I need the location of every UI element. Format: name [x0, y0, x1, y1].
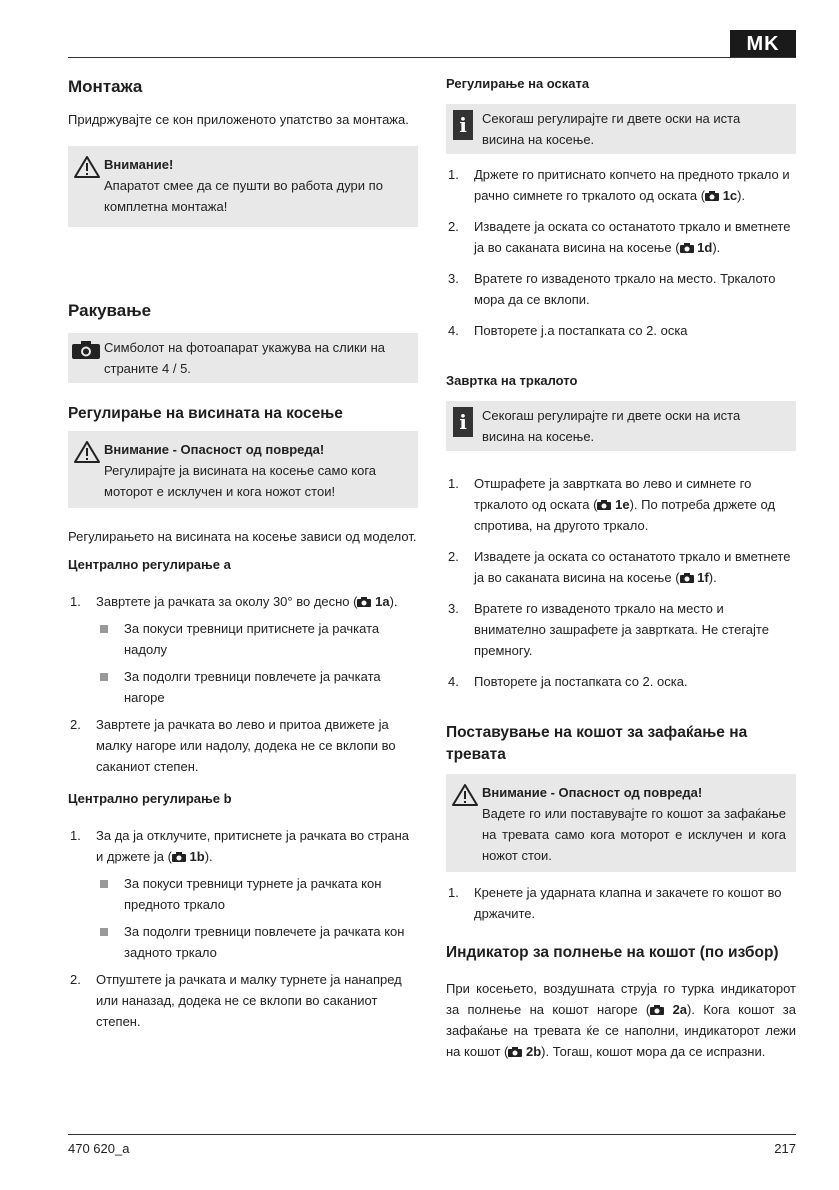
list-item: 1. Завртете ја рачката за околу 30° во десно ( 1a). За покуси тревници притиснете ја рачката надолу За подолги тревници повлечете ја рачката нагоре	[68, 591, 418, 708]
wheel-screw-steps	[446, 473, 796, 692]
camera-icon	[650, 1005, 664, 1015]
list-item: 2. Завртете ја рачката во лево и притоа движете ја малку нагоре или надолу, додека не се вклопи во саканиот степен.	[70, 717, 396, 774]
subsection-title-central-b: Централно регулирање b	[68, 791, 232, 806]
wheel-screw-info	[446, 401, 796, 451]
list-item: 1. За да ја отклучите, притиснете ја рачката во страна и држете ја ( 1b). За покуси тревници турнете ја рачката кон предното тркало За подолги тревници повлечете ја рачката кон задното тркало	[68, 825, 418, 963]
page-number: 217	[774, 1141, 796, 1156]
warning-icon	[452, 783, 478, 807]
list-item: 1. Држете го притиснато копчето на предното тркало и рачно симнете го тркалото од оската ( 1c).	[448, 167, 790, 203]
central-b-steps	[68, 825, 418, 1032]
section-title-handling: Ракување	[68, 301, 152, 320]
section-title-height: Регулирање на висината на косење	[68, 405, 343, 422]
camera-icon	[680, 243, 694, 253]
list-item: 3. Вратете го извадeното тркало на место. Тркалото мора да се вклопи.	[448, 271, 776, 307]
camera-icon	[72, 341, 100, 359]
right-column	[446, 72, 796, 1062]
section-title-montage: Монтажа	[68, 77, 143, 96]
warning-text: Регулирајте ја висината на косење само кога моторот е исклучен и кога ножот стои!	[104, 463, 377, 499]
section-title-indicator: Индикатор за полнење на кошот (по избор)	[446, 944, 779, 961]
language-badge: MK	[730, 30, 796, 58]
warning-title: Внимание - Опасност од повреда!	[104, 442, 325, 457]
warning-title: Внимание - Опасност од повреда!	[482, 785, 703, 800]
list-item: 2. Отпуштете ја рачката и малку турнете ја нанапред или наназад, додека не се вклопи во саканиот степен.	[70, 972, 402, 1029]
camera-icon	[597, 500, 611, 510]
header-rule	[68, 57, 796, 58]
height-warning	[68, 431, 418, 508]
central-a-steps	[68, 591, 418, 777]
subsection-title-central-a: Централно регулирање a	[68, 557, 231, 572]
montage-warning	[68, 146, 418, 227]
list-item: 4. Повторете ја постапката со 2. оска.	[448, 674, 688, 689]
camera-icon	[680, 573, 694, 583]
section-title-basket: Поставување на кошот за зафаќање на тревата	[446, 724, 748, 763]
basket-steps	[446, 882, 796, 924]
height-intro: Регулирањето на висината на косење зависи од моделот.	[68, 529, 417, 544]
camera-icon	[357, 597, 371, 607]
warning-icon	[74, 440, 100, 464]
camera-icon	[172, 852, 186, 862]
info-icon: i	[453, 110, 473, 140]
warning-text: Апаратот смее да се пушти во работа дури по комплетна монтажа!	[104, 178, 383, 214]
axle-steps	[446, 164, 796, 341]
camera-note-text: Симболот на фотоапарат укажува на слики на страните 4 / 5.	[104, 340, 385, 376]
list-item: 2. Извадете ја оската со останатото тркало и вметнете ја во саканата висина на косење ( 1f).	[448, 549, 791, 585]
indicator-text: При косењето, воздушната струја го турка индикаторот за полнење на кошот нагоре ( 2a). Кога кошот за зафаќање на тревата ќе се наполни, индикаторот лежи на кошот ( 2b). Тогаш, кошот мора да се испразни.	[446, 981, 796, 1059]
info-text: Секогаш регулирајте ги двете оски на иста висина на косење.	[482, 408, 741, 444]
list-item: За подолги тревници повлечете ја рачката нагоре	[96, 666, 418, 708]
camera-icon	[508, 1047, 522, 1057]
basket-warning	[446, 774, 796, 872]
list-item: За покуси тревници притиснете ја рачката надолу	[96, 618, 418, 660]
document-id: 470 620_a	[68, 1141, 130, 1156]
list-item: 2. Извадете ја оската со останатото тркало и вметнете ја во саканата висина на косење ( 1d).	[448, 219, 791, 255]
warning-icon	[74, 155, 100, 179]
section-title-wheel-screw: Завртка на тркалото	[446, 373, 578, 388]
warning-text: Вадете го или поставувајте го кошот за зафаќање на тревата само кога моторот е исклучен и кога ножот стои.	[482, 806, 786, 863]
footer-rule	[68, 1134, 796, 1135]
info-icon: i	[453, 407, 473, 437]
list-item: За покуси тревници турнете ја рачката кон предното тркало	[96, 873, 418, 915]
list-item: 1. Отшрафете ја завртката во лево и симнете го тркалото од оската ( 1e). По потреба држете од спротива, на другото тркало.	[448, 476, 776, 533]
axle-info	[446, 104, 796, 154]
info-text: Секогаш регулирајте ги двете оски на иста висина на косење.	[482, 111, 741, 147]
left-column	[68, 72, 418, 1032]
warning-title: Внимание!	[104, 157, 174, 172]
montage-text: Придржувајте се кон приложеното упатство за монтажа.	[68, 112, 409, 127]
list-item: 1. Кренете ја ударната клапна и закачете го кошот во држачите.	[448, 885, 782, 921]
camera-icon	[705, 191, 719, 201]
camera-note	[68, 333, 418, 383]
section-title-axle: Регулирање на оската	[446, 76, 590, 91]
list-item: 4. Повторете j.a постапката со 2. оска	[448, 323, 688, 338]
list-item: За подолги тревници повлечете ја рачката кон задното тркало	[96, 921, 418, 963]
list-item: 3. Вратете го извадeното тркало на место и внимателно зашрафете ја завртката. Не стегајте премногу.	[448, 601, 769, 658]
